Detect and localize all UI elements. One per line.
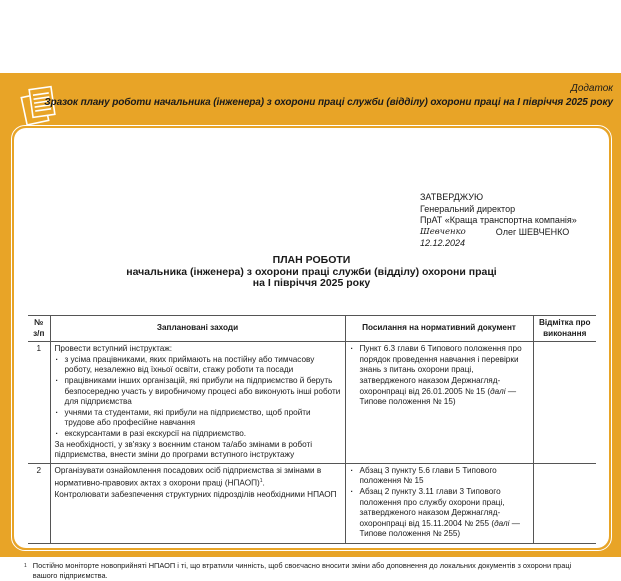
header-reference: Посилання на нормативний документ (345, 316, 533, 342)
list-item: · учнями та студентами, які прибули на підприємство, щоб пройти трудове або професійне навчання (55, 408, 341, 429)
activity-intro: Провести вступний інструктаж: (54, 344, 173, 354)
table-row (28, 463, 596, 543)
plan-title-block (14, 255, 609, 290)
list-item: · Абзац 3 пункту 5.6 глави 5 Типового положення № 15 (350, 466, 529, 487)
row-num: 1 (36, 344, 42, 354)
row-activity (50, 463, 345, 543)
row-num: 2 (36, 465, 42, 475)
activity-line: Організувати ознайомлення посадових осіб підприємства зі змінами в нормативно-правових актах з охорони праці (НПАОП)$^1$. (54, 465, 322, 489)
signature: Шевченко (420, 226, 466, 237)
signature-row (420, 227, 577, 239)
appendix-label: Додаток (570, 83, 613, 94)
approval-block (420, 192, 577, 250)
table-header-row (28, 316, 596, 342)
reference-list (350, 344, 529, 408)
table-row (28, 342, 596, 464)
document-sheet (14, 128, 609, 580)
header-mark: Відмітка про виконання (533, 316, 596, 342)
approval-position: Генеральний директор (420, 203, 516, 214)
footnote-mark: 1 (24, 563, 27, 569)
plan-title: ПЛАН РОБОТИ (272, 254, 351, 266)
approval-heading: ЗАТВЕРДЖУЮ (420, 192, 484, 202)
list-item: · з усіма працівниками, яких приймають на постійну або тимчасову роботу, незалежно від їхньої освіти, стажу роботи та посади (55, 355, 341, 376)
activity-list (55, 355, 341, 440)
appendix-title: Зразок плану роботи начальника (інженера) з охорони праці служби (відділу) охорони праці на I півріччя 2025 року (44, 97, 613, 108)
row-activity (50, 342, 345, 464)
plan-period: на I півріччя 2025 року (252, 277, 371, 289)
approval-company: ПрАТ «Краща транспортна компанія» (420, 215, 577, 225)
footnote (24, 561, 594, 581)
activity-outro: За необхідності, у зв'язку з воєнним станом та/або змінами в роботі підприємства, внести зміни до програми вступного інструктажу (54, 439, 313, 460)
row-reference (345, 342, 533, 464)
row-reference (345, 463, 533, 543)
appendix-frame (0, 73, 621, 580)
header-activities: Заплановані заходи (50, 316, 345, 342)
reference-list (350, 466, 529, 540)
list-item: · екскурсантами в разі екскурсії на підприємство. (55, 429, 341, 440)
activity-line: Контролювати забезпечення структурних підрозділів необхідними НПАОП (54, 489, 337, 499)
plan-table (28, 315, 596, 544)
list-item: · працівниками інших організацій, які прибули на підприємство й беруть безпосередню участь у виробничому процесі або виконують інші роботи для підприємства (55, 376, 341, 408)
list-item: · Пункт 6.3 глави 6 Типового положення про порядок проведення навчання і перевірки знань з питань охорони праці, затвердженого наказом Держнагляд-охоронпраці від 26.01.2005 № 15 (далі — Типове положення № 15) (350, 344, 529, 408)
plan-subtitle: начальника (інженера) з охорони праці служби (відділу) охорони праці (126, 265, 497, 278)
approver-name: Олег ШЕВЧЕНКО (495, 226, 570, 237)
approval-date: 12.12.2024 (420, 238, 466, 248)
footnote-text: Постійно моніторте новоприйняті НПАОП і ті, що втратили чинність, щоб своєчасно вносити зміни або доповнення до локальних документів з охорони праці вашого підприємства. (32, 561, 572, 580)
row-mark (533, 342, 596, 464)
list-item: · Абзац 2 пункту 3.11 глави 3 Типового положення про службу охорони праці, затвердженого наказом Держнагляд-охоронпраці від 15.11.2004 № 255 (далі — Типове положення № 255) (350, 487, 529, 540)
row-mark (533, 463, 596, 543)
footnote-ref: 1 (259, 478, 263, 485)
header-num: № з/п (33, 318, 45, 338)
